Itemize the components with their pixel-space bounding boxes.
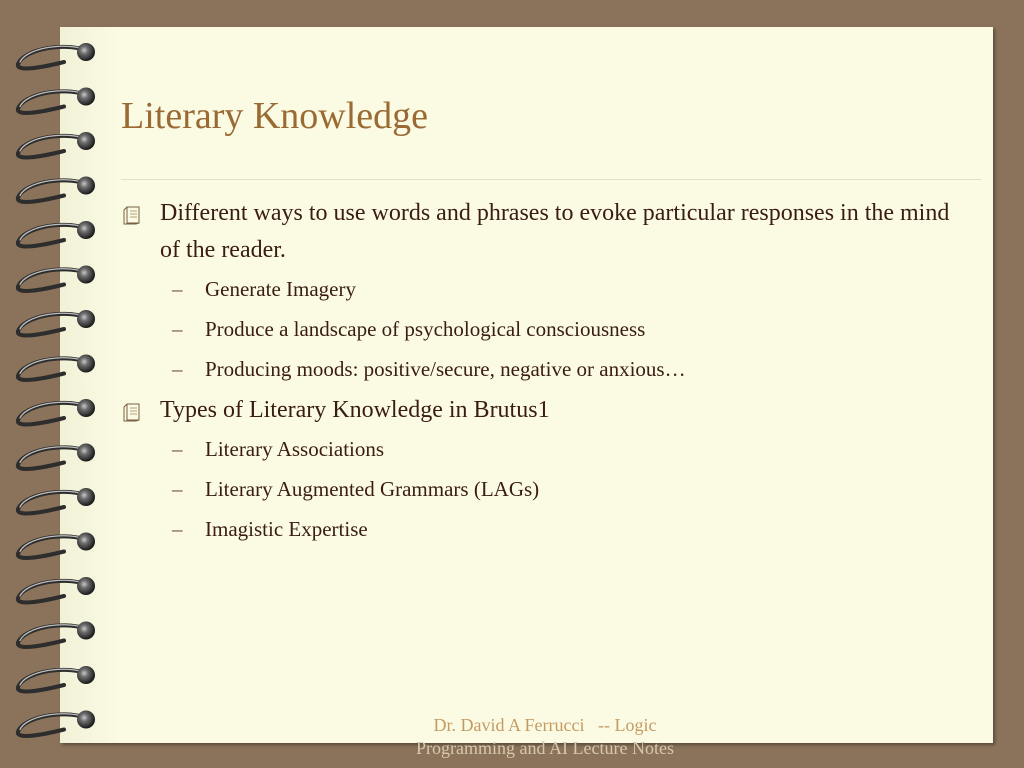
bullet-text: Different ways to use words and phrases to evoke particular responses in the mind of the reader. [160, 200, 950, 263]
binding-hole [77, 666, 95, 684]
dash-marker: – [172, 437, 183, 461]
bullet-item [121, 392, 971, 429]
sub-bullet-list [121, 429, 971, 549]
spiral-wire [18, 91, 86, 113]
sub-bullet-item [121, 269, 971, 309]
binding-hole [77, 132, 95, 150]
binding-hole [77, 310, 95, 328]
sub-bullet-item [121, 309, 971, 349]
sub-bullet-text: Produce a landscape of psychological consciousness [205, 317, 646, 341]
slide-title: Literary Knowledge [121, 95, 429, 137]
spiral-wire [18, 136, 86, 158]
notebook-page-icon [121, 204, 143, 226]
notebook-page-icon [121, 401, 143, 423]
binding-hole [77, 577, 95, 595]
spiral-wire [18, 447, 86, 469]
footer-line-1: Dr. David A Ferrucci -- Logic [433, 715, 657, 735]
footer-line-2: Programming and AI Lecture Notes [416, 738, 674, 758]
binding-hole [77, 355, 95, 373]
binding-hole [77, 177, 95, 195]
spiral-wire [18, 269, 86, 291]
sub-bullet-item [121, 509, 971, 549]
sub-bullet-item [121, 429, 971, 469]
slide-content [121, 195, 971, 552]
sub-bullet-text: Producing moods: positive/secure, negative or anxious… [205, 357, 686, 381]
spiral-wire [18, 581, 86, 603]
spiral-wire [18, 492, 86, 514]
sub-bullet-text: Literary Augmented Grammars (LAGs) [205, 477, 540, 501]
spiral-binding-icon [0, 27, 110, 743]
spiral-wire [18, 225, 86, 247]
dash-marker: – [172, 517, 183, 541]
binding-hole [77, 711, 95, 729]
binding-hole [77, 43, 95, 61]
binding-hole [77, 622, 95, 640]
title-divider [121, 179, 981, 180]
sub-bullet-text: Literary Associations [205, 437, 385, 461]
spiral-wire [18, 403, 86, 425]
bullet-text: Types of Literary Knowledge in Brutus1 [160, 397, 550, 423]
spiral-wire [18, 358, 86, 380]
sub-bullet-text: Imagistic Expertise [205, 517, 368, 541]
sub-bullet-item [121, 349, 971, 389]
spiral-wire [18, 314, 86, 336]
sub-bullet-item [121, 469, 971, 509]
spiral-wire [18, 180, 86, 202]
binding-hole [77, 221, 95, 239]
bullet-item [121, 195, 971, 269]
spiral-wire [18, 670, 86, 692]
binding-hole [77, 399, 95, 417]
binding-hole [77, 488, 95, 506]
dash-marker: – [172, 317, 183, 341]
binding-hole [77, 88, 95, 106]
spiral-wire [18, 536, 86, 558]
dash-marker: – [172, 357, 183, 381]
binding-hole [77, 444, 95, 462]
slide-footer [380, 714, 710, 760]
spiral-wire [18, 714, 86, 736]
dash-marker: – [172, 477, 183, 501]
spiral-wire [18, 47, 86, 69]
sub-bullet-text: Generate Imagery [205, 277, 356, 301]
sub-bullet-list [121, 269, 971, 389]
spiral-wire [18, 625, 86, 647]
dash-marker: – [172, 277, 183, 301]
binding-hole [77, 533, 95, 551]
binding-hole [77, 266, 95, 284]
